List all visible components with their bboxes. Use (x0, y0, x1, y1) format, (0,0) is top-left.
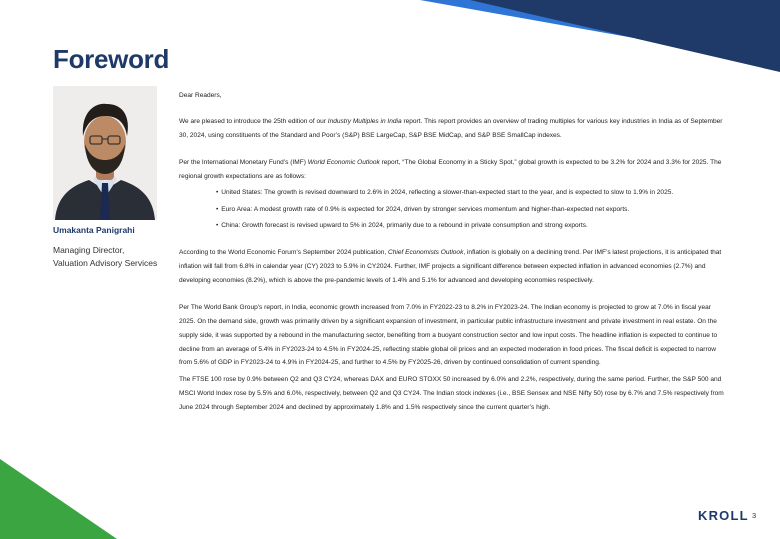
author-role-line-2: Valuation Advisory Services (53, 257, 158, 268)
author-name: Umakanta Panigrahi (53, 225, 135, 235)
page-number: 3 (752, 511, 757, 520)
corner-green-triangle (0, 459, 117, 539)
paragraph-stock-indexes: The FTSE 100 rose by 0.9% between Q2 and Q3 CY24, whereas DAX and EURO STOXX 50 increased by 6.0% and 2.2%, respectively, during the same period. Further, the S&P 500 and MSCI World Index rose by 5.5% and 6.0%, respectively, between Q2 and Q3 CY24. The Indian stock indexes (i.e., BSE Sensex and NSE Nifty 50) rose by 6.7% and 7.5% respectively from June 2024 through September 2024 and declined by approximately 1.8% and 1.5% respectively since the current quarter’s high. (179, 376, 724, 411)
paragraph-india-economy: Per The World Bank Group’s report, in India, economic growth increased from 7.0% in FY2022-23 to 8.2% in FY2023-24. The Indian economy is projected to grow at 7.0% in fiscal year 2025. On the demand side, growth was primarily driven by a significant expansion of investment, in particular public infrastructure investment and private investment in real estate. On the supply side, it was supported by a rebound in the manufacturing sector, benefiting from a buoyant construction sector and low input costs. The headline inflation is expected to continue to decline from an average of 5.4% in FY2023-24 to 4.5% in FY2024-25, reflecting stable global oil prices and an expected moderation in food prices. The fiscal deficit is expected to narrow from 5.6% of GDP in FY2023-24 to 4.9% in FY2024-25, and further to 4.5% by FY2025-26, driven by continued consolidation of current spending. (179, 304, 718, 367)
bottom-left-corner-decoration (0, 459, 150, 539)
paragraph-inflation-end: , inflation is globally on a declining trend. Per IMF’s latest projections, it is anticipated that inflation will fall from 6.8% in calendar year (CY) 2023 to 5.9% in CY2024. Further, IMF projects a significant difference between expected inflation in advanced economies (2.7%) and developing economies (8.2%), which is above the pre-pandemic levels of 1.4% and 5.1% for advanced and developing economies respectively. (179, 249, 722, 284)
paragraph-imf-start: Per the International Monetary Fund’s (IMF) (179, 158, 308, 166)
paragraph-inflation-start: According to the World Economic Forum’s September 2024 publication, (179, 249, 389, 257)
paragraph-inflation (179, 246, 727, 287)
list-item-united-states: • United States: The growth is revised downward to 2.6% in 2024, reflecting a slower-than-expected start to the year, and is expected to slow to 1.9% in 2025. (216, 186, 727, 200)
paragraph-imf-end: report, “The Global Economy in a Sticky Spot,” global growth is expected to be 3.2% for 2024 and 3.3% for 2025. The regional growth expectations are as follows: (179, 158, 722, 180)
corner-dark-band (470, 0, 780, 72)
author-role (53, 244, 183, 269)
list-item-china: • China: Growth forecast is revised upward to 5% in 2024, primarily due to a rebound in private consumption and strong exports. (216, 219, 727, 233)
wef-publication-emphasis: Chief Economists Outlook (388, 249, 464, 257)
imf-report-emphasis: World Economic Outlook (307, 158, 380, 166)
list-item-euro-area: • Euro Area: A modest growth rate of 0.9% is expected for 2024, driven by stronger services momentum and higher-than-expected net exports. (216, 203, 727, 217)
paragraph-imf (179, 156, 727, 184)
paragraph-intro (179, 115, 727, 143)
foreword-body (179, 89, 727, 428)
greeting: Dear Readers, (179, 92, 222, 99)
paragraph-intro-start: We are pleased to introduce the 25th edition of our (179, 117, 328, 125)
author-photo (53, 86, 157, 220)
regional-growth-list (179, 186, 727, 232)
report-title-emphasis: Industry Multiples in India (327, 117, 402, 125)
portrait-illustration (53, 86, 157, 220)
author-role-line-1: Managing Director, (53, 245, 125, 255)
paragraph-intro-end: report. This report provides an overview of trading multiples for various key industries in India as of September 30, 2024, using constituents of the Standard and Poor’s (S&P) BSE LargeCap, S&P BSE MidCap, and S&P BSE SmallCap indexes. (179, 117, 723, 139)
page-title: Foreword (53, 44, 170, 74)
kroll-logo: KROLL (698, 508, 749, 523)
